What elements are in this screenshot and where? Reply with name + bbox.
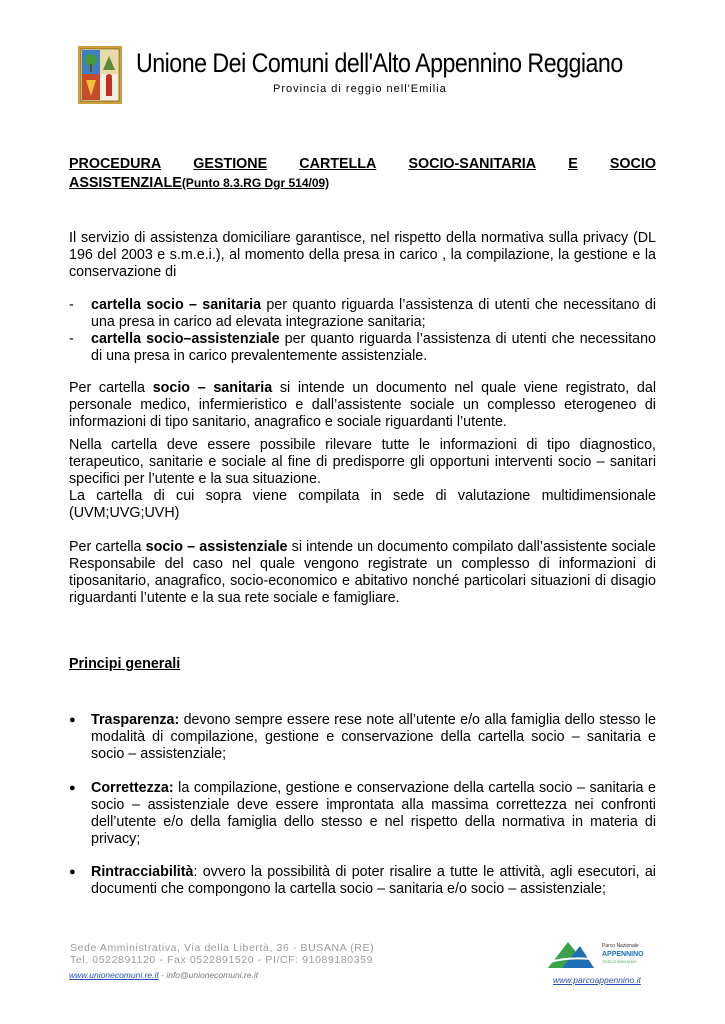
list-item bbox=[69, 712, 656, 763]
coat-of-arms-logo bbox=[78, 46, 122, 104]
list-item-rest: per quanto riguarda l’assistenza di utenti che necessitano di una presa in carico ad elevata integrazione sanitaria; bbox=[91, 297, 656, 330]
park-logo-line-3: TOSCO-EMILIANO bbox=[602, 959, 637, 964]
bold-term: socio – sanitaria bbox=[152, 380, 273, 396]
cartella-type-list bbox=[69, 297, 656, 365]
principle-desc: : ovvero la possibilità di poter risalire a tutte le attività, agli esecutori, ai documenti che compongono la cartella socio – sanitaria e/o socio – assistenziale; bbox=[91, 864, 656, 897]
paragraph-text bbox=[69, 539, 656, 607]
principles-list bbox=[69, 712, 656, 763]
list-item-rest: per quanto riguarda l’assistenza di utenti che necessitano di una presa in carico prevalentemente assistenziale. bbox=[91, 331, 656, 364]
list-item-text bbox=[91, 297, 656, 331]
text-span: si intende un documento nel quale viene registrato, dal personale medico, infermieristico e dall’assistente sociale un complesso eterogeneo di informazioni di tipo sanitario, anagrafico e sociale riguardanti l’utente. bbox=[69, 380, 656, 430]
park-logo-line-2: APPENNINO bbox=[602, 951, 644, 958]
sanitaria-definition-paragraph bbox=[69, 380, 656, 431]
link-separator: - bbox=[158, 970, 167, 980]
title-word: GESTIONE bbox=[193, 156, 268, 172]
title-line-2 bbox=[69, 174, 656, 193]
park-logo-line-1: Parco Nazionale bbox=[602, 943, 639, 949]
organization-name: Unione Dei Comuni dell'Alto Appennino Reggiano bbox=[136, 48, 623, 78]
title-word: E bbox=[568, 156, 578, 172]
list-item bbox=[69, 331, 656, 365]
principle-name: Correttezza: bbox=[91, 780, 174, 796]
bullet-icon: ● bbox=[69, 866, 76, 878]
footer-links bbox=[69, 970, 258, 980]
list-item bbox=[69, 297, 656, 331]
intro-text: Il servizio di assistenza domiciliare garantisce, nel rispetto della normativa sulla privacy (DL 196 del 2003 e s.m.e.i.), al momento della presa in carico , la compilazione, la gestione e la conservazione di bbox=[69, 230, 656, 280]
document-title bbox=[69, 155, 656, 193]
title-word: PROCEDURA bbox=[69, 156, 162, 172]
text-span: Per cartella bbox=[69, 380, 153, 396]
principle-desc: la compilazione, gestione e conservazione della cartella socio – sanitaria e socio – assistenziale deve essere improntata alla massima correttezza nei confronti dell’utente e/o della famiglia dello stesso e nel rispetto della normativa in materia di privacy; bbox=[91, 780, 656, 847]
text-span: Per cartella bbox=[69, 539, 146, 555]
intro-paragraph bbox=[69, 230, 656, 281]
list-item-bold: cartella socio–assistenziale bbox=[91, 331, 280, 347]
nella-cartella-paragraph bbox=[69, 437, 656, 488]
principles-list bbox=[69, 864, 656, 898]
principles-list bbox=[69, 780, 656, 848]
list-item-bold: cartella socio – sanitaria bbox=[91, 297, 262, 313]
paragraph-text: Nella cartella deve essere possibile rilevare tutte le informazioni di tipo diagnostico, terapeutico, sanitarie e sociale al fine di predisporre gli opportuni interventi socio – sanitari specifici per l’utente e la sua situazione. bbox=[69, 437, 656, 487]
park-logo bbox=[546, 938, 646, 970]
title-main-word: ASSISTENZIALE bbox=[69, 175, 182, 191]
title-word: CARTELLA bbox=[299, 156, 377, 172]
list-item-text bbox=[91, 780, 656, 848]
organization-subtitle: Provincia di reggio nell'Emilia bbox=[273, 83, 447, 95]
principle-name: Trasparenza: bbox=[91, 712, 180, 728]
list-item-text bbox=[91, 712, 656, 763]
bullet-icon: ● bbox=[69, 782, 76, 794]
title-word: SOCIO bbox=[609, 156, 656, 172]
dash-marker: - bbox=[69, 331, 74, 347]
principle-name: Rintracciabilità bbox=[91, 864, 194, 880]
website-link[interactable]: www.unionecomuni.re.it bbox=[69, 970, 159, 980]
footer-contacts: Tel. 0522891120 - Fax 0522891520 - PI/CF: 91089180359 bbox=[70, 954, 374, 966]
email-link[interactable]: info@unionecomuni.re.it bbox=[166, 970, 259, 980]
valutazione-paragraph bbox=[69, 488, 656, 522]
title-reference: (Punto 8.3.RG Dgr 514/09) bbox=[181, 176, 330, 190]
paragraph-text: La cartella di cui sopra viene compilata in sede di valutazione multidimensionale (UVM;UVG;UVH) bbox=[69, 488, 656, 521]
list-item bbox=[69, 780, 656, 848]
dash-marker: - bbox=[69, 297, 74, 313]
principle-desc: devono sempre essere rese note all’utente e/o alla famiglia dello stesso le modalità di compilazione, gestione e conservazione della cartella socio – sanitaria e socio – assistenziale; bbox=[91, 712, 656, 762]
list-item-text bbox=[91, 331, 656, 365]
park-website-link[interactable]: www.parcoappennino.it bbox=[553, 975, 641, 985]
title-line-1 bbox=[69, 155, 656, 174]
title-word: SOCIO-SANITARIA bbox=[408, 156, 537, 172]
paragraph-text bbox=[69, 380, 656, 431]
text-span: si intende un documento compilato dall’assistente sociale Responsabile del caso nel quale vengono registrate un complesso di informazioni di tiposanitario, anagrafico, socio-economico e abitativo nonché particolari situazioni di disagio riguardanti l’utente e la sua rete sociale e famigliare. bbox=[69, 539, 657, 606]
bold-term: socio – assistenziale bbox=[145, 539, 288, 555]
assistenziale-definition-paragraph bbox=[69, 539, 656, 607]
bullet-icon: ● bbox=[69, 714, 76, 726]
section-heading: Principi generali bbox=[69, 656, 181, 672]
list-item bbox=[69, 864, 656, 898]
footer-address: Sede Amministrativa, Via della Libertà, 36 - BUSANA (RE) bbox=[70, 942, 375, 954]
list-item-text bbox=[91, 864, 656, 898]
